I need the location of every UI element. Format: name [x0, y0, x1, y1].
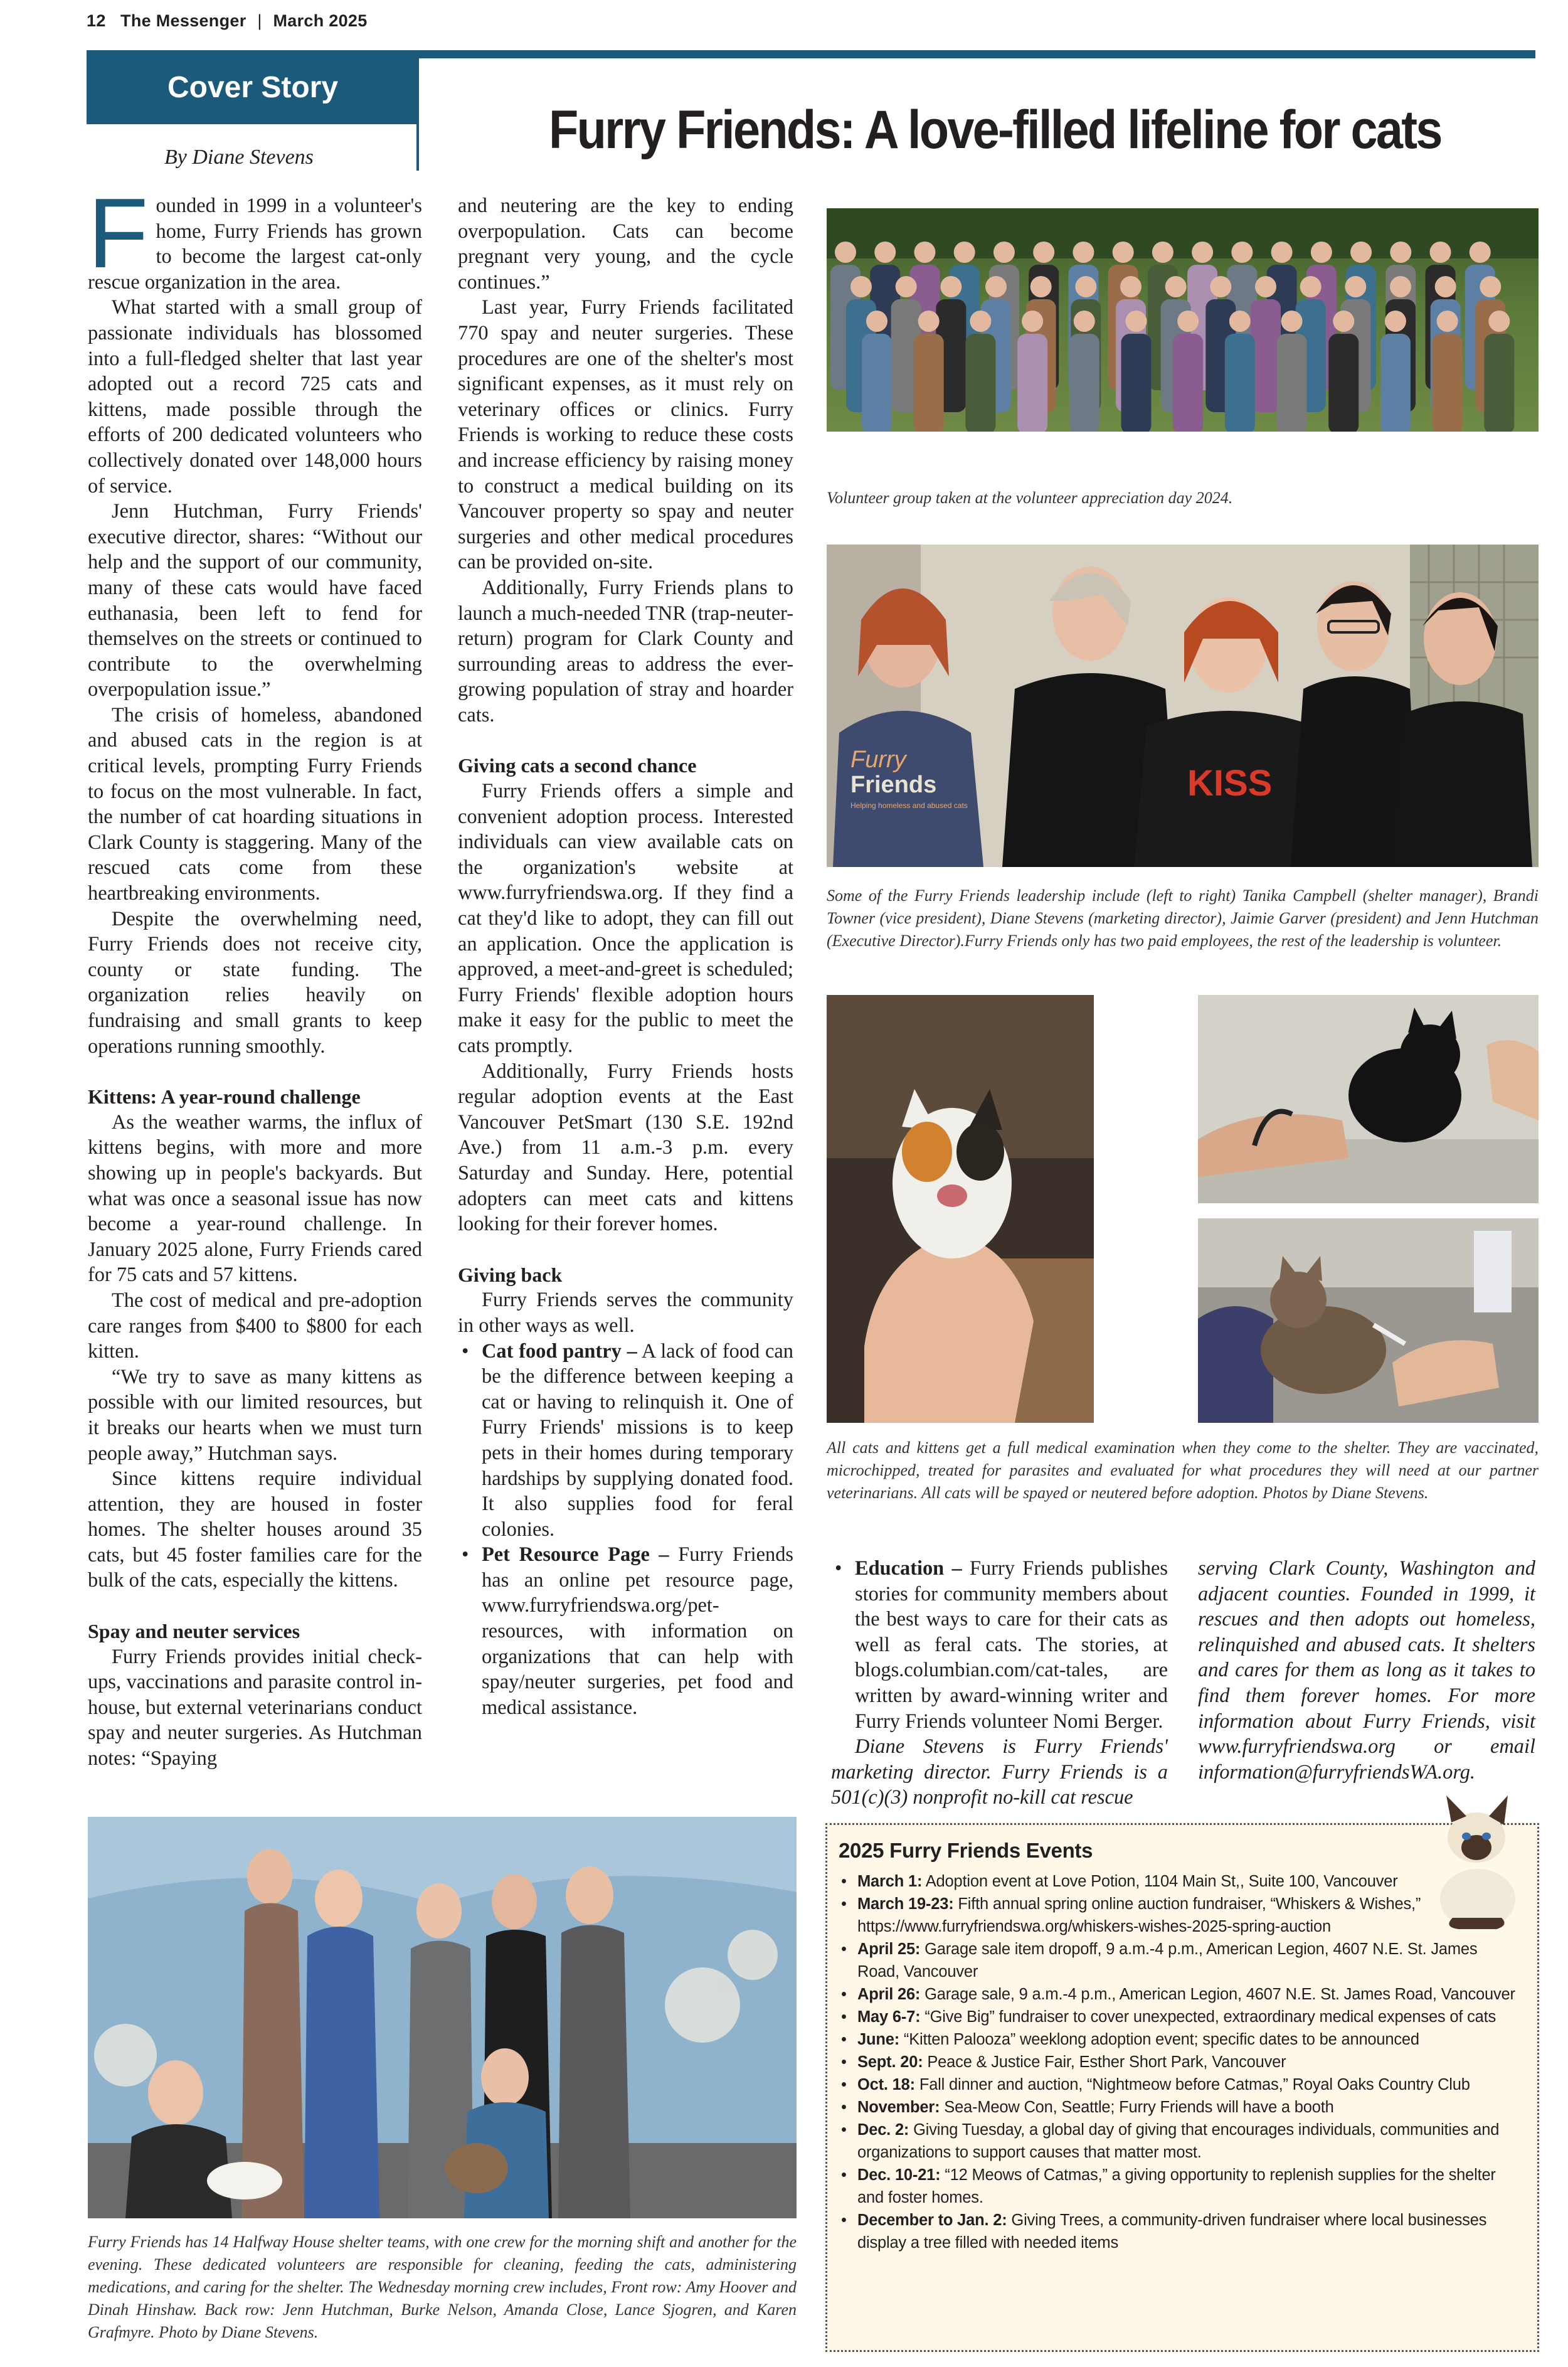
event-description: Adoption event at Love Potion, 1104 Main St,, Suite 100, Vancouver [922, 1873, 1398, 1890]
event-description: Fall dinner and auction, “Nightmeow before Catmas,” Royal Oaks Country Club [914, 2076, 1470, 2093]
event-date: Dec. 10-21: [857, 2166, 941, 2184]
event-description: Giving Trees, a community-driven fundraiser where local businesses display a tree filled with needed items [857, 2211, 1487, 2252]
kitten-exam-photo [1198, 995, 1539, 1203]
paragraph: Jenn Hutchman, Furry Friends' executive director, shares: “Without our help and the support of our community, many of these cats would have faced euthanasia, been left to fend for themselves on the streets or continued to contribute to the overwhelming overpopulation issue.” [88, 500, 422, 701]
list-item: • Education – Furry Friends publishes stories for community members about the best ways to care for their cats as well as feral cats. The stories, at blogs.columbian.com/cat-tales, are written by award-winning writer and Furry Friends volunteer Nomi Berger. [831, 1556, 1168, 1734]
article-column-1 [88, 178, 422, 1772]
event-item [839, 1983, 1522, 2006]
page-number: 12 [87, 11, 106, 30]
shirt-logo-furry: Furry [850, 747, 906, 773]
event-item [839, 1938, 1522, 1983]
paragraph: What started with a small group of passionate individuals has blossomed into a full-fledged shelter that last year adopted out a record 725 cats and kittens, made possible through the efforts of 200 dedicated volunteers who collectively donated over 148,000 hours of service. [88, 296, 422, 497]
paragraph: The crisis of homeless, abandoned and abused cats in the region is at critical levels, prompting Furry Friends to focus on the most vulnerable. In fact, the number of cat hoarding situations in Clark County is staggering. Many of the rescued cats come from these heartbreaking environments. [88, 703, 422, 905]
page-header [87, 11, 368, 31]
paragraph: Founded in 1999 in a volunteer's home, Furry Friends has grown to become the largest cat-only rescue organization in the area. [88, 178, 422, 294]
paragraph: As the weather warms, the influx of kittens begins, with more and more showing up in people's backyards. But what was once a seasonal issue has now become a year-round challenge. In January 2025 alone, Furry Friends cared for 75 cats and 57 kittens. [88, 1110, 422, 1287]
author-bio: Diane Stevens is Furry Friends' marketing director. Furry Friends is a 501(c)(3) nonprofit no-kill cat rescue [831, 1735, 1168, 1809]
event-date: June: [857, 2031, 900, 2048]
siamese-cat-illustration [1428, 1792, 1527, 1932]
event-date: March 19-23: [857, 1895, 954, 1913]
subhead: Kittens: A year-round challenge [88, 1085, 361, 1109]
event-description: Sea-Meow Con, Seattle; Furry Friends will have a booth [940, 2098, 1334, 2116]
event-date: March 1: [857, 1873, 923, 1890]
shirt-band-logo: KISS [1187, 763, 1273, 804]
shirt-logo-friends: Friends [850, 772, 937, 798]
shelter-crew-photo [88, 1817, 797, 2218]
photo-caption: Furry Friends has 14 Halfway House shelter teams, with one crew for the morning shift and another for the evening. These dedicated volunteers are responsible for cleaning, feeding the cats, administering medications, and caring for the shelter. The Wednesday morning crew includes, Front row: Amy Hoover and Dinah Hinshaw. Back row: Jenn Hutchman, Burke Nelson, Amanda Close, Lance Sjogren, and Karen Grafmyre. Photo by Diane Stevens. [88, 2233, 797, 2341]
publication-name: The Messenger [120, 11, 246, 30]
services-list-continued [831, 1556, 1168, 1734]
event-description: Peace & Justice Fair, Esther Short Park, Vancouver [923, 2053, 1286, 2071]
event-date: April 25: [857, 1940, 921, 1958]
events-list [839, 1870, 1522, 2254]
paragraph: Last year, Furry Friends facilitated 770 spay and neuter surgeries. These procedures are one of the shelter's most significant expenses, as it must rely on veterinary offices or clinics. Furry Friends is working to reduce these costs and increase efficiency by raising money to construct a medical building on its Vancouver property so spay and neuter surgeries and other medical procedures can be provided on-site. [458, 296, 793, 574]
kitten-vaccination-photo [1198, 1218, 1539, 1423]
headline: Furry Friends: A love-filled lifeline for cats [549, 100, 1441, 160]
event-item [839, 2096, 1522, 2119]
volunteer-group-photo [827, 208, 1539, 432]
event-item [839, 2051, 1522, 2073]
event-item [839, 2073, 1522, 2096]
header-separator: | [257, 11, 262, 30]
leadership-photo [827, 545, 1539, 867]
paragraph: Furry Friends offers a simple and convenient adoption process. Interested individuals can view available cats on the organization's website at www.furryfriendswa.org. If they find a cat they'd like to adopt, they can fill out an application. Once the application is approved, a meet-and-greet is scheduled; Furry Friends' flexible adoption hours make it easy for the public to meet the cats promptly. [458, 780, 793, 1057]
issue-date: March 2025 [273, 11, 368, 30]
event-date: December to Jan. 2: [857, 2211, 1007, 2229]
paragraph: and neutering are the key to ending overpopulation. Cats can become pregnant very young, and the cycle continues.” [458, 194, 793, 294]
list-item: • Pet Resource Page – Furry Friends has an online pet resource page, www.furryfriendswa.org/pet-resources, with information on organizations that can help with spay/neuter surgeries, pet food and medical assistance. [458, 1542, 793, 1720]
paragraph: The cost of medical and pre-adoption care ranges from $400 to $800 for each kitten. [88, 1289, 422, 1363]
photo-caption: Volunteer group taken at the volunteer appreciation day 2024. [827, 489, 1233, 507]
event-item [839, 2006, 1522, 2028]
event-date: Oct. 18: [857, 2076, 915, 2093]
event-description: Fifth annual spring online auction fundraiser, “Whiskers & Wishes,” https://www.furryfriendswa.org/whiskers-wishes-2025-spring-auction [857, 1895, 1421, 1935]
paragraph: Since kittens require individual attention, they are housed in foster homes. The shelter houses around 35 cats, but 45 foster families care for the bulk of the cats, especially the kittens. [88, 1467, 422, 1592]
article-column-2 [458, 193, 793, 1720]
event-date: Sept. 20: [857, 2053, 923, 2071]
event-item [839, 2028, 1522, 2051]
subhead: Giving back [458, 1263, 563, 1286]
paragraph: Additionally, Furry Friends hosts regular adoption events at the East Vancouver PetSmart (130 S.E. 192nd Ave.) from 11 a.m.-3 p.m. every Saturday and Sunday. Here, potential adopters can meet cats and kittens looking for their forever homes. [458, 1060, 793, 1236]
photo-caption: All cats and kittens get a full medical examination when they come to the shelter. They are vaccinated, microchipped, treated for parasites and evaluated for what procedures they will need at our partner veterinarians. All cats will be spayed or neutered before adoption. Photos by Diane Stevens. [827, 1439, 1539, 1502]
events-title: 2025 Furry Friends Events [839, 1839, 1093, 1862]
event-date: Dec. 2: [857, 2121, 909, 2139]
section-label: Cover Story [87, 50, 419, 124]
article-column-4 [1198, 1556, 1535, 1785]
event-item [839, 2119, 1522, 2164]
photo-caption: Some of the Furry Friends leadership include (left to right) Tanika Campbell (shelter manager), Brandi Towner (vice president), Diane Stevens (marketing director), Jaimie Garver (president) and Jenn Hutchman (Executive Director).Furry Friends only has two paid employees, the rest of the leadership is volunteer. [827, 886, 1539, 950]
byline-rule [416, 51, 419, 171]
event-description: “12 Meows of Catmas,” a giving opportunity to replenish supplies for the shelter and foster homes. [857, 2166, 1496, 2206]
shirt-tagline: Helping homeless and abused cats [850, 801, 968, 810]
subhead: Spay and neuter services [88, 1620, 300, 1643]
event-item [839, 1870, 1522, 1893]
list-item: • Cat food pantry – A lack of food can be the difference between keeping a cat or having to relinquish it. One of Furry Friends' missions is to keep pets in their homes during temporary hardships by supplying donated food. It also supplies food for feral colonies. [458, 1339, 793, 1543]
drop-cap: F [88, 178, 149, 289]
event-item [839, 1893, 1522, 1938]
event-date: April 26: [857, 1986, 921, 2003]
article-column-3 [831, 1556, 1168, 1811]
event-item [839, 2209, 1522, 2254]
event-description: Garage sale, 9 a.m.-4 p.m., American Legion, 4607 N.E. St. James Road, Vancouver [920, 1986, 1515, 2003]
event-item [839, 2164, 1522, 2209]
author-bio-continued: serving Clark County, Washington and adjacent counties. Founded in 1999, it rescues and then adopts out homeless, relinquished and abused cats. It shelters and cares for them as long as it takes to find them forever homes. For more information about Furry Friends, visit www.furryfriendswa.org or email information@furryfriendsWA.org. [1198, 1557, 1535, 1784]
event-date: May 6-7: [857, 2008, 921, 2026]
paragraph: Furry Friends provides initial check-ups, vaccinations and parasite control in-house, but external veterinarians conduct spay and neuter surgeries. As Hutchman notes: “Spaying [88, 1645, 422, 1770]
paragraph: Additionally, Furry Friends plans to launch a much-needed TNR (trap-neuter-return) program for Clark County and surrounding areas to address the ever-growing population of stray and hoarder cats. [458, 576, 793, 726]
event-description: Giving Tuesday, a global day of giving that encourages individuals, communities and organizations to support causes that matter most. [857, 2121, 1500, 2161]
paragraph: Furry Friends serves the community in other ways as well. [458, 1289, 793, 1337]
event-description: “Kitten Palooza” weeklong adoption event; specific dates to be announced [899, 2031, 1419, 2048]
event-description: “Give Big” fundraiser to cover unexpected, extraordinary medical expenses of cats [920, 2008, 1496, 2026]
byline: By Diane Stevens [164, 146, 314, 169]
subhead: Giving cats a second chance [458, 754, 697, 777]
event-description: Garage sale item dropoff, 9 a.m.-4 p.m., American Legion, 4607 N.E. St. James Road, Vancouver [857, 1940, 1478, 1981]
event-date: November: [857, 2098, 940, 2116]
services-list [458, 1339, 793, 1721]
kitten-held-photo [827, 995, 1094, 1423]
paragraph: Despite the overwhelming need, Furry Friends does not receive city, county or state funding. The organization relies heavily on fundraising and small grants to keep operations running smoothly. [88, 907, 422, 1058]
paragraph: “We try to save as many kittens as possible with our limited resources, but it breaks our hearts when we must turn people away,” Hutchman says. [88, 1365, 422, 1465]
